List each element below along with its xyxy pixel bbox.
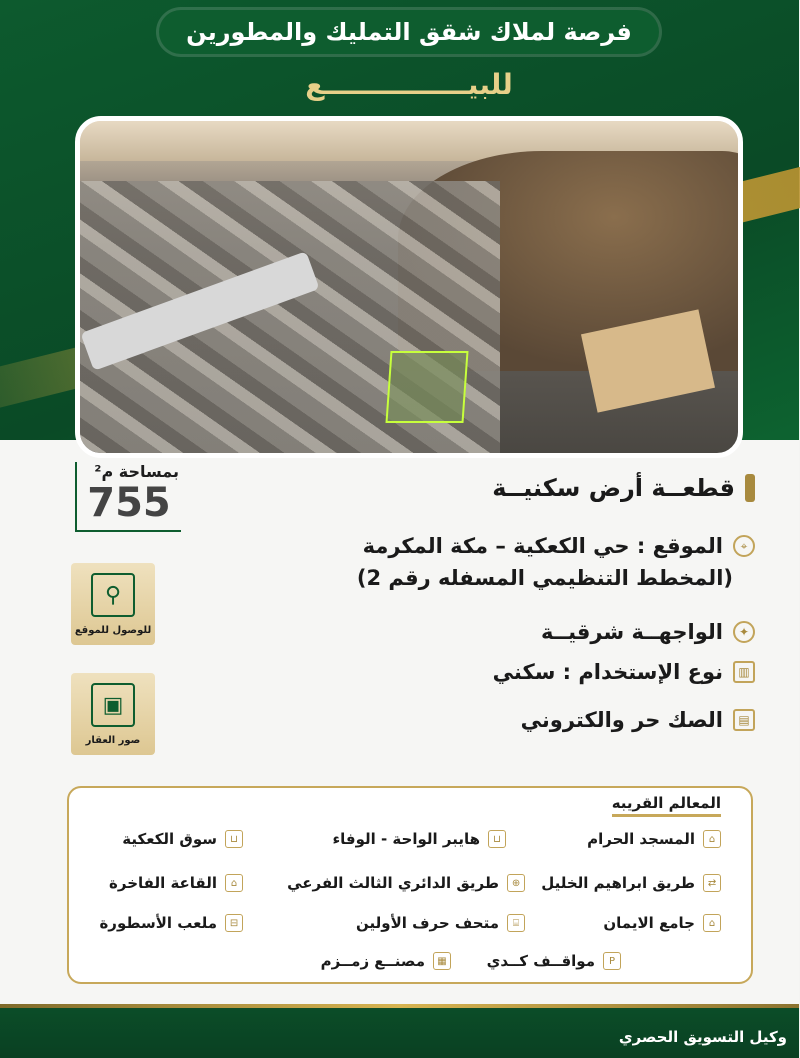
mosque-icon: ⌂ xyxy=(704,914,722,932)
stadium-icon: ⊟ xyxy=(226,914,244,932)
header-title: فرصة لملاك شقق التمليك والمطورين xyxy=(187,18,633,46)
facade-text: الواجهــة شرقيــة xyxy=(542,620,724,644)
facade-row xyxy=(542,620,756,644)
deed-row xyxy=(522,708,756,732)
photos-button[interactable] xyxy=(72,673,156,755)
factory-icon: ▦ xyxy=(434,952,452,970)
landmark-item: ⊔ سوق الكعكية xyxy=(123,830,244,848)
landmark-item: ⌂ المسجد الحرام xyxy=(588,830,722,848)
landmark-item: ⇄ طريق ابراهيم الخليل xyxy=(542,874,722,892)
compass-icon: ✦ xyxy=(734,621,756,643)
location-subtext: (المخطط التنظيمي المسفله رقم 2) xyxy=(357,566,734,590)
landmark-item: ⊟ ملعب الأسطورة xyxy=(100,914,244,932)
museum-icon: ⌸ xyxy=(508,914,526,932)
hall-icon: ⌂ xyxy=(226,874,244,892)
landmark-item: ⊕ طريق الدائري الثالث الفرعي xyxy=(288,874,526,892)
highlighted-plot xyxy=(386,351,469,423)
location-link-button[interactable] xyxy=(72,563,156,645)
area-value: 755 xyxy=(88,480,172,526)
landmark-item: ⌂ جامع الايمان xyxy=(604,914,722,932)
landmark-item: P مواقــف كــدي xyxy=(488,952,622,970)
location-pin-icon: ⌖ xyxy=(734,535,756,557)
photos-label: صور العقار xyxy=(86,735,142,746)
usage-row xyxy=(494,660,756,684)
landmark-item: ▦ مصنــع زمــزم xyxy=(322,952,452,970)
cart-icon: ⊔ xyxy=(226,830,244,848)
road-sign-icon: ⇄ xyxy=(704,874,722,892)
location-link-label: للوصول للموقع xyxy=(75,625,153,636)
document-icon: ▤ xyxy=(734,709,756,731)
deed-text: الصك حر والكتروني xyxy=(521,708,724,732)
agent-label: وكيل التسويق الحصري xyxy=(619,1028,788,1046)
usage-text: نوع الإستخدام : سكني xyxy=(493,660,724,684)
cart-icon: ⊔ xyxy=(489,830,507,848)
area-label: بمساحة م² xyxy=(95,462,180,481)
title-accent-bar xyxy=(746,474,756,502)
for-sale-label: للبيـــــــــــــــع xyxy=(306,68,514,101)
gallery-icon: ▣ xyxy=(92,683,136,727)
map-pin-icon: ⚲ xyxy=(92,573,136,617)
property-title-row xyxy=(493,474,756,502)
landmarks-panel xyxy=(68,786,754,984)
header-banner xyxy=(160,10,660,54)
landmark-item: ⌂ القاعة الفاخرة xyxy=(110,874,244,892)
landmark-item: ⊔ هايبر الواحة - الوفاء xyxy=(333,830,507,848)
mosque-icon: ⌂ xyxy=(704,830,722,848)
parking-icon: P xyxy=(604,952,622,970)
location-row xyxy=(364,534,756,558)
aerial-photo[interactable] xyxy=(76,116,744,458)
location-text: الموقع : حي الكعكية – مكة المكرمة xyxy=(363,534,724,558)
ring-road-icon: ⊕ xyxy=(508,874,526,892)
property-title: قطعــة أرض سكنيــة xyxy=(493,474,736,502)
buildings-icon: ▥ xyxy=(734,661,756,683)
landmarks-title: المعالم القريبه xyxy=(613,794,722,817)
landmark-item: ⌸ متحف حرف الأولين xyxy=(357,914,526,932)
